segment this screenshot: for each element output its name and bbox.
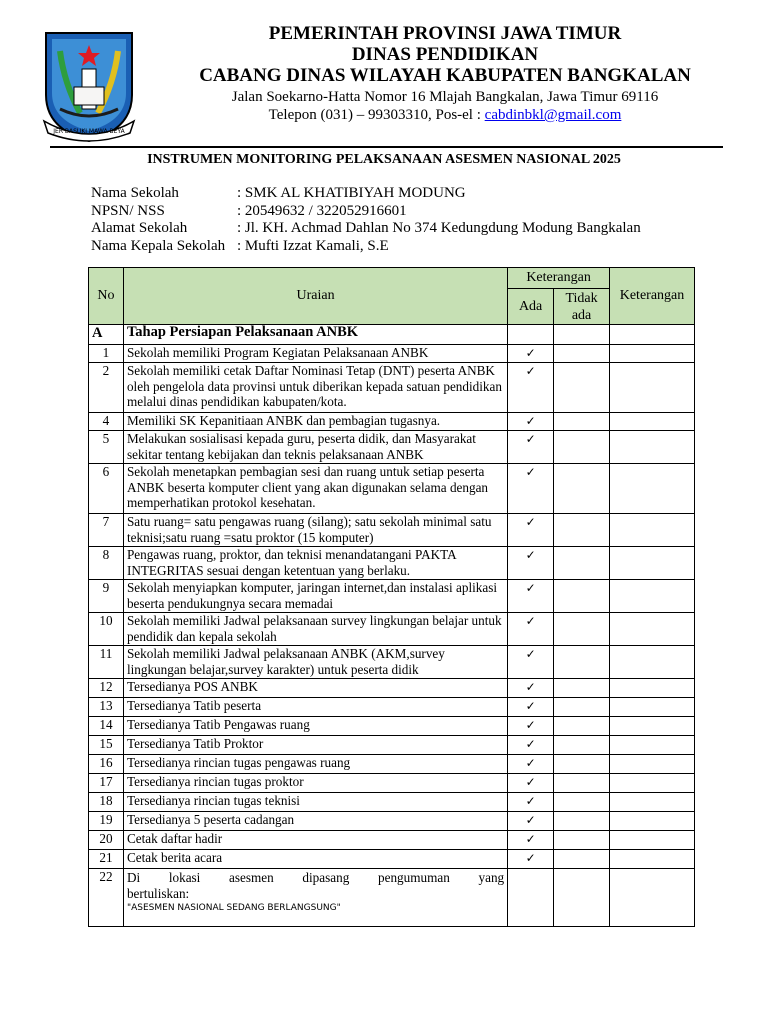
tidak-ada-cell[interactable] <box>554 413 610 431</box>
row-description: Sekolah memiliki Jadwal pelaksanaan ANBK (AKM,survey lingkungan belajar,survey karakter) untuk peserta didik <box>123 646 507 679</box>
tidak-ada-cell[interactable] <box>554 717 610 736</box>
section-code: A <box>89 325 124 345</box>
info-label: Nama Sekolah <box>91 185 179 201</box>
header-ada: Ada <box>508 289 554 325</box>
checkmark-icon: ✓ <box>525 756 536 770</box>
row-number: 10 <box>89 613 124 646</box>
table-row <box>89 736 695 755</box>
table-row <box>89 547 695 580</box>
keterangan-cell[interactable] <box>610 698 695 717</box>
section-row <box>89 325 695 345</box>
tidak-ada-cell[interactable] <box>554 363 610 413</box>
row-description: Satu ruang= satu pengawas ruang (silang); satu sekolah minimal satu teknisi;satu ruang =satu proktor (15 komputer) <box>123 514 507 547</box>
header-no: No <box>89 268 124 325</box>
tidak-ada-cell[interactable] <box>554 831 610 850</box>
checkmark-icon: ✓ <box>525 581 536 595</box>
checkmark-icon: ✓ <box>525 851 536 865</box>
row-number: 19 <box>89 812 124 831</box>
row-number: 2 <box>89 363 124 413</box>
tidak-ada-cell[interactable] <box>554 547 610 580</box>
table-row <box>89 345 695 363</box>
ada-cell[interactable] <box>508 413 554 431</box>
checkmark-icon: ✓ <box>525 647 536 661</box>
row-number: 12 <box>89 679 124 698</box>
keterangan-cell[interactable] <box>610 831 695 850</box>
checkmark-icon: ✓ <box>525 813 536 827</box>
keterangan-cell[interactable] <box>610 580 695 613</box>
keterangan-cell[interactable] <box>610 736 695 755</box>
row22-line2: bertuliskan: <box>126 885 190 901</box>
row-number: 5 <box>89 431 124 464</box>
table-row <box>89 831 695 850</box>
info-value: : 20549632 / 322052916601 <box>237 202 407 219</box>
keterangan-cell[interactable] <box>610 755 695 774</box>
row-description: Tersedianya POS ANBK <box>123 679 507 698</box>
header-uraian: Uraian <box>123 268 507 325</box>
row-number: 1 <box>89 345 124 363</box>
row-number: 14 <box>89 717 124 736</box>
info-value: : Jl. KH. Achmad Dahlan No 374 Kedungdung Modung Bangkalan <box>237 220 641 236</box>
ada-cell[interactable] <box>508 698 554 717</box>
row-description: Tersedianya rincian tugas proktor <box>123 774 507 793</box>
row-description: Cetak berita acara <box>123 850 507 869</box>
tidak-ada-cell[interactable] <box>554 812 610 831</box>
header-keterangan: Keterangan <box>610 268 695 325</box>
info-row-school-name <box>91 185 641 203</box>
row22-announcement: "ASESMEN NASIONAL SEDANG BERLANGSUNG" <box>126 903 341 913</box>
ada-cell[interactable] <box>508 736 554 755</box>
tidak-ada-cell[interactable] <box>554 514 610 547</box>
ada-cell[interactable] <box>508 755 554 774</box>
row-number: 21 <box>89 850 124 869</box>
row-number: 16 <box>89 755 124 774</box>
email-link[interactable]: cabdinbkl@gmail.com <box>484 107 622 123</box>
table-row <box>89 812 695 831</box>
row22-line1: Di lokasi asesmen dipasang pengumuman yang <box>126 870 505 885</box>
ada-cell[interactable] <box>508 431 554 464</box>
row-number: 17 <box>89 774 124 793</box>
keterangan-cell[interactable] <box>610 869 695 927</box>
table-row <box>89 646 695 679</box>
row-number: 6 <box>89 464 124 514</box>
table-row <box>89 363 695 413</box>
keterangan-cell[interactable] <box>610 547 695 580</box>
info-label: Nama Kepala Sekolah <box>91 237 226 254</box>
letterhead-divider <box>50 146 723 149</box>
tidak-ada-cell[interactable] <box>554 646 610 679</box>
checkmark-icon: ✓ <box>525 346 536 360</box>
tidak-ada-cell[interactable] <box>554 679 610 698</box>
table-row <box>89 679 695 698</box>
table-row <box>89 869 695 927</box>
checkmark-icon: ✓ <box>525 465 536 479</box>
tidak-ada-cell[interactable] <box>554 793 610 812</box>
ada-cell[interactable] <box>508 679 554 698</box>
tidak-ada-cell[interactable] <box>554 755 610 774</box>
tidak-ada-cell[interactable] <box>554 774 610 793</box>
ada-cell[interactable] <box>508 580 554 613</box>
keterangan-cell[interactable] <box>610 679 695 698</box>
info-row-npsn <box>91 203 641 221</box>
checkmark-icon: ✓ <box>525 614 536 628</box>
letterhead <box>0 0 768 150</box>
school-info <box>91 185 641 255</box>
row-description: Tersedianya 5 peserta cadangan <box>123 812 507 831</box>
row-description: Melakukan sosialisasi kepada guru, peserta didik, dan Masyarakat sekitar tentang kebijakan dan teknis pelaksanaan ANBK <box>123 431 507 464</box>
keterangan-cell[interactable] <box>610 363 695 413</box>
row-description: Cetak daftar hadir <box>123 831 507 850</box>
ada-cell[interactable] <box>508 363 554 413</box>
monitoring-table <box>88 267 695 927</box>
table-row <box>89 717 695 736</box>
ada-cell[interactable] <box>508 831 554 850</box>
row-description: Sekolah memiliki Jadwal pelaksanaan survey lingkungan belajar untuk pendidik dan kepala sekolah <box>123 613 507 646</box>
checkmark-icon: ✓ <box>525 775 536 789</box>
keterangan-cell[interactable] <box>610 413 695 431</box>
keterangan-cell[interactable] <box>610 850 695 869</box>
ada-cell[interactable] <box>508 869 554 927</box>
row-description: Tersedianya Tatib peserta <box>123 698 507 717</box>
table-row <box>89 431 695 464</box>
checkmark-icon: ✓ <box>525 832 536 846</box>
checkmark-icon: ✓ <box>525 718 536 732</box>
info-row-address <box>91 220 641 238</box>
row-description: Sekolah menetapkan pembagian sesi dan ruang untuk setiap peserta ANBK beserta komputer client yang akan digunakan selama dengan memperhatikan protokol kesehatan. <box>123 464 507 514</box>
row-number: 7 <box>89 514 124 547</box>
ada-cell[interactable] <box>508 646 554 679</box>
checkmark-icon: ✓ <box>525 414 536 428</box>
tidak-ada-cell[interactable] <box>554 345 610 363</box>
phone-text: Telepon (031) – 99303310, Pos-el : <box>268 107 485 123</box>
tidak-ada-cell[interactable] <box>554 850 610 869</box>
row-number: 13 <box>89 698 124 717</box>
checkmark-icon: ✓ <box>525 548 536 562</box>
agency-name: DINAS PENDIDIKAN <box>351 44 539 65</box>
row-number: 11 <box>89 646 124 679</box>
letterhead-text <box>150 23 740 124</box>
keterangan-cell[interactable] <box>610 613 695 646</box>
keterangan-cell[interactable] <box>610 514 695 547</box>
row-description: Sekolah memiliki cetak Daftar Nominasi Tetap (DNT) peserta ANBK oleh pengelola data provinsi untuk diberikan kepada satuan pendidikan melalui dinas pendidikan kabupaten/kota. <box>123 363 507 413</box>
row-description: Sekolah memiliki Program Kegiatan Pelaksanaan ANBK <box>123 345 507 363</box>
row-number: 9 <box>89 580 124 613</box>
tidak-ada-cell[interactable] <box>554 580 610 613</box>
row-number: 4 <box>89 413 124 431</box>
info-row-principal <box>91 238 641 256</box>
tidak-ada-cell[interactable] <box>554 869 610 927</box>
row-description: Pengawas ruang, proktor, dan teknisi menandatangani PAKTA INTEGRITAS sesuai dengan ketentuan yang berlaku. <box>123 547 507 580</box>
keterangan-cell[interactable] <box>610 431 695 464</box>
ada-cell[interactable] <box>508 613 554 646</box>
info-label: NPSN/ NSS <box>91 202 165 219</box>
checkmark-icon: ✓ <box>525 432 536 446</box>
section-title: Tahap Persiapan Pelaksanaan ANBK <box>123 325 507 345</box>
table-row <box>89 580 695 613</box>
row-description <box>123 869 507 927</box>
header-keterangan-group: Keterangan <box>508 268 610 289</box>
ada-cell[interactable] <box>508 464 554 514</box>
table-row <box>89 613 695 646</box>
keterangan-cell[interactable] <box>610 793 695 812</box>
keterangan-cell[interactable] <box>610 646 695 679</box>
table-row <box>89 755 695 774</box>
keterangan-cell[interactable] <box>610 774 695 793</box>
checkmark-icon: ✓ <box>525 515 536 529</box>
ada-cell[interactable] <box>508 717 554 736</box>
info-label: Alamat Sekolah <box>91 220 188 236</box>
document-title: INSTRUMEN MONITORING PELAKSANAAN ASESMEN NASIONAL 2025 <box>147 152 621 167</box>
table-row <box>89 514 695 547</box>
checkmark-icon: ✓ <box>525 699 536 713</box>
branch-name: CABANG DINAS WILAYAH KABUPATEN BANGKALAN <box>199 65 691 86</box>
row-description: Tersedianya rincian tugas pengawas ruang <box>123 755 507 774</box>
tidak-ada-cell[interactable] <box>554 698 610 717</box>
keterangan-cell[interactable] <box>610 717 695 736</box>
table-row <box>89 774 695 793</box>
keterangan-cell[interactable] <box>610 812 695 831</box>
ada-cell[interactable] <box>508 345 554 363</box>
ada-cell[interactable] <box>508 850 554 869</box>
row-number: 15 <box>89 736 124 755</box>
checkmark-icon: ✓ <box>525 680 536 694</box>
tidak-ada-cell[interactable] <box>554 613 610 646</box>
row-description: Sekolah menyiapkan komputer, jaringan internet,dan instalasi aplikasi beserta pendukungnya secara memadai <box>123 580 507 613</box>
checkmark-icon: ✓ <box>525 794 536 808</box>
table-row <box>89 413 695 431</box>
east-java-emblem-logo <box>40 25 138 143</box>
row-number: 8 <box>89 547 124 580</box>
table-row <box>89 464 695 514</box>
row-description: Tersedianya Tatib Proktor <box>123 736 507 755</box>
svg-text:JER BASUKI MAWA BEYA: JER BASUKI MAWA BEYA <box>53 128 125 135</box>
row-description: Memiliki SK Kepanitiaan ANBK dan pembagian tugasnya. <box>123 413 507 431</box>
office-address: Jalan Soekarno-Hatta Nomor 16 Mlajah Bangkalan, Jawa Timur 69116 <box>231 89 659 105</box>
ada-cell[interactable] <box>508 514 554 547</box>
row-number: 22 <box>89 869 124 927</box>
table-row <box>89 793 695 812</box>
info-value: : Mufti Izzat Kamali, S.E <box>237 237 389 254</box>
keterangan-cell[interactable] <box>610 464 695 514</box>
row-description: Tersedianya rincian tugas teknisi <box>123 793 507 812</box>
table-row <box>89 698 695 717</box>
government-name: PEMERINTAH PROVINSI JAWA TIMUR <box>268 23 622 44</box>
contact-line <box>150 106 740 124</box>
ada-cell[interactable] <box>508 547 554 580</box>
row-number: 18 <box>89 793 124 812</box>
row-description: Tersedianya Tatib Pengawas ruang <box>123 717 507 736</box>
keterangan-cell[interactable] <box>610 345 695 363</box>
checkmark-icon: ✓ <box>525 737 536 751</box>
row-number: 20 <box>89 831 124 850</box>
tidak-ada-cell[interactable] <box>554 736 610 755</box>
checkmark-icon: ✓ <box>525 364 536 378</box>
header-tidak-ada: Tidak ada <box>554 289 610 325</box>
info-value: : SMK AL KHATIBIYAH MODUNG <box>237 185 466 201</box>
table-row <box>89 850 695 869</box>
ada-cell[interactable] <box>508 812 554 831</box>
ada-cell[interactable] <box>508 774 554 793</box>
tidak-ada-cell[interactable] <box>554 431 610 464</box>
tidak-ada-cell[interactable] <box>554 464 610 514</box>
ada-cell[interactable] <box>508 793 554 812</box>
